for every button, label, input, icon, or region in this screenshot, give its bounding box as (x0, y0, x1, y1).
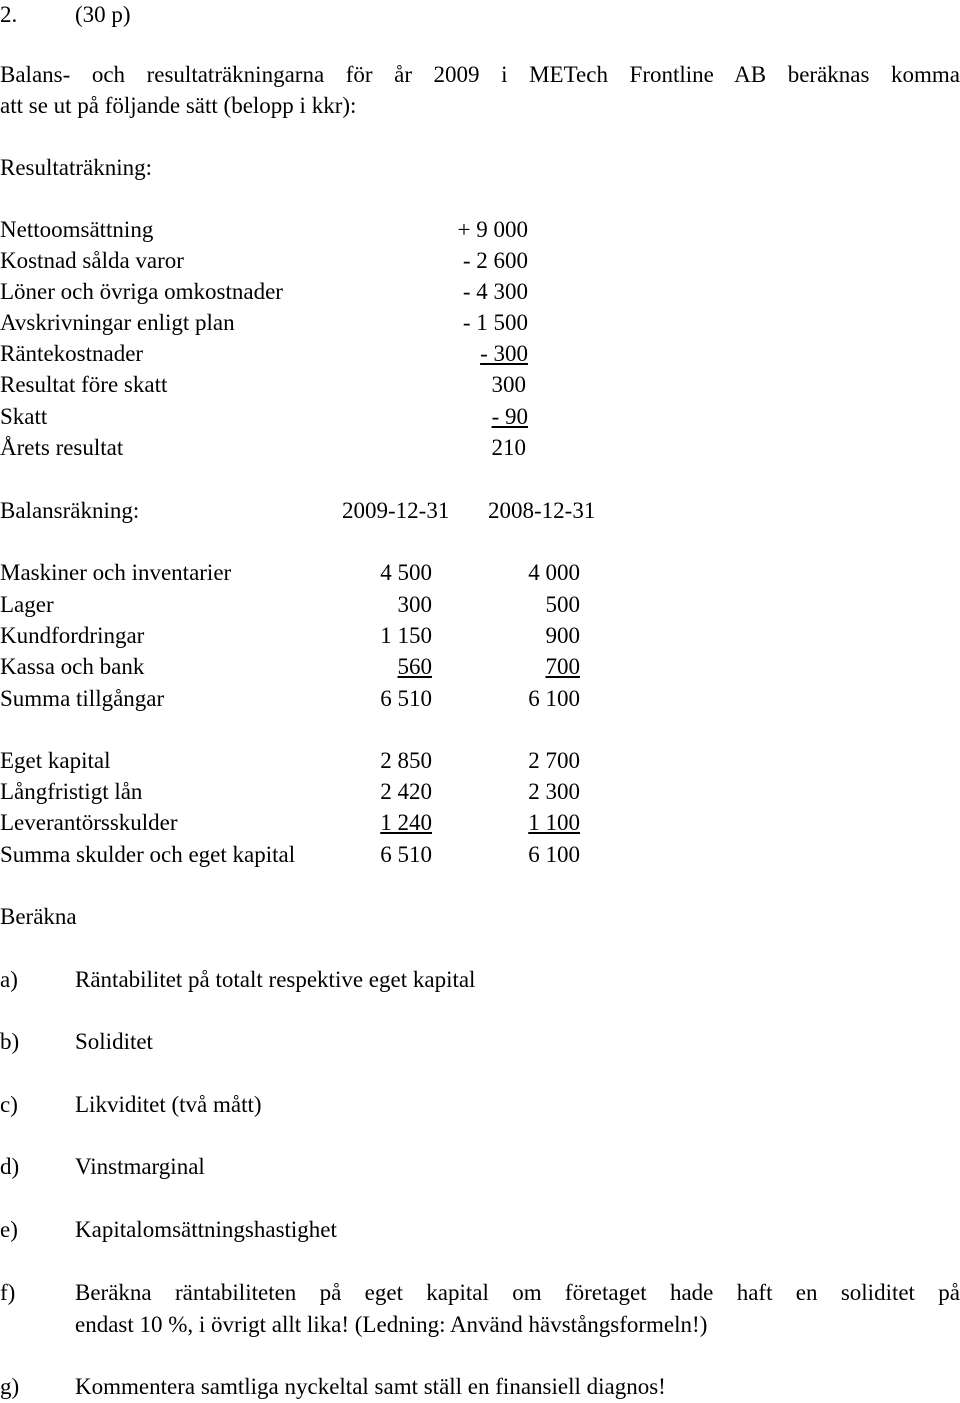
income-row-value: - 4 300 (462, 279, 528, 304)
question-points: (30 p) (75, 2, 131, 27)
income-row-label: Kostnad sålda varor (0, 248, 184, 273)
task-letter: g) (0, 1374, 20, 1399)
balance-row-v2: 700 (545, 654, 580, 679)
task-letter: f) (0, 1280, 16, 1305)
task-letter: e) (0, 1217, 18, 1242)
task-text-line-1: Beräkna räntabiliteten på eget kapital om företaget hade haft en soliditet på (75, 1280, 960, 1305)
income-row-label: Räntekostnader (0, 341, 144, 366)
balance-row-v1: 2 420 (380, 779, 432, 804)
task-text: Soliditet (75, 1029, 153, 1054)
task-text-line-2: endast 10 %, i övrigt allt lika! (Ledning: Använd hävstångsformeln!) (75, 1312, 708, 1337)
balance-row-label: Summa skulder och eget kapital (0, 842, 296, 867)
task-letter: b) (0, 1029, 20, 1054)
balance-col-header-2009: 2009-12-31 (342, 498, 450, 523)
intro-line-2: att se ut på följande sätt (belopp i kkr): (0, 93, 357, 118)
balance-row-v1: 1 150 (380, 623, 432, 648)
income-row-label: Skatt (0, 404, 48, 429)
balance-row-v1: 4 500 (380, 560, 432, 585)
task-letter: d) (0, 1154, 20, 1179)
task-text: Likviditet (två mått) (75, 1092, 262, 1117)
balance-row-label: Långfristigt lån (0, 779, 143, 804)
income-row-label: Nettoomsättning (0, 217, 154, 242)
task-text: Räntabilitet på totalt respektive eget kapital (75, 967, 476, 992)
balance-row-v2: 2 300 (528, 779, 580, 804)
task-text: Vinstmarginal (75, 1154, 205, 1179)
income-row-value: - 1 500 (462, 310, 528, 335)
income-row-value: - 2 600 (462, 248, 528, 273)
balance-row-v2: 6 100 (528, 842, 580, 867)
balance-row-v2: 2 700 (528, 748, 580, 773)
income-row-value: 210 (491, 435, 526, 460)
balance-row-v2: 4 000 (528, 560, 580, 585)
balance-row-label: Leverantörsskulder (0, 810, 178, 835)
balance-row-v2: 900 (545, 623, 580, 648)
balance-row-label: Summa tillgångar (0, 686, 165, 711)
balance-row-v1: 300 (397, 592, 432, 617)
task-text: Kommentera samtliga nyckeltal samt ställ en finansiell diagnos! (75, 1374, 666, 1399)
balance-row-v1: 2 850 (380, 748, 432, 773)
balance-row-v1: 560 (397, 654, 432, 679)
income-row-value: - 90 (491, 404, 528, 429)
task-letter: a) (0, 967, 18, 992)
balance-sheet-heading: Balansräkning: (0, 498, 140, 523)
balance-row-v2: 500 (545, 592, 580, 617)
income-row-value: + 9 000 (457, 217, 528, 242)
balance-row-v1: 6 510 (380, 686, 432, 711)
question-number: 2. (0, 2, 18, 27)
balance-row-label: Maskiner och inventarier (0, 560, 232, 585)
income-row-label: Årets resultat (0, 435, 124, 460)
balance-row-label: Lager (0, 592, 54, 617)
balance-col-header-2008: 2008-12-31 (488, 498, 596, 523)
income-row-label: Avskrivningar enligt plan (0, 310, 235, 335)
tasks-heading: Beräkna (0, 904, 77, 929)
balance-row-label: Kundfordringar (0, 623, 145, 648)
income-row-label: Löner och övriga omkostnader (0, 279, 283, 304)
balance-row-label: Eget kapital (0, 748, 111, 773)
task-letter: c) (0, 1092, 18, 1117)
balance-row-v2: 6 100 (528, 686, 580, 711)
income-statement-heading: Resultaträkning: (0, 155, 153, 180)
balance-row-v1: 1 240 (380, 810, 432, 835)
income-row-value: 300 (491, 372, 526, 397)
income-row-label: Resultat före skatt (0, 372, 168, 397)
task-text: Kapitalomsättningshastighet (75, 1217, 337, 1242)
balance-row-label: Kassa och bank (0, 654, 145, 679)
income-row-value: - 300 (480, 341, 528, 366)
balance-row-v2: 1 100 (528, 810, 580, 835)
balance-row-v1: 6 510 (380, 842, 432, 867)
intro-line-1: Balans- och resultaträkningarna för år 2009 i METech Frontline AB beräknas komma (0, 62, 960, 87)
